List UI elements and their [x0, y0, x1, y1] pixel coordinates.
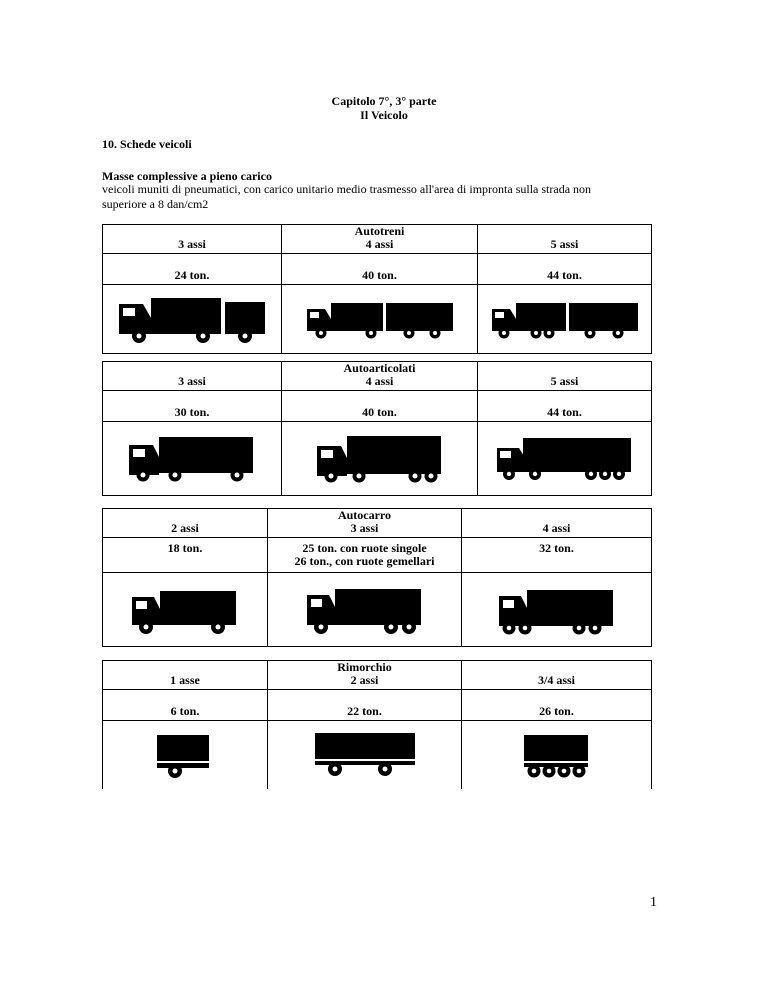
table-autotreni: [102, 224, 652, 354]
vehicle-image-cell: [103, 573, 268, 647]
vehicle-image-cell: [103, 721, 268, 790]
table-autoarticolati: [102, 361, 652, 496]
mass-cell: 30 ton.: [103, 391, 282, 422]
axles-cell: 3/4 assi: [462, 661, 652, 690]
lorry-4-axles-icon: [497, 584, 617, 636]
mass-cell: 40 ton.: [282, 254, 478, 285]
mass-cell: 40 ton.: [282, 391, 478, 422]
mass-cell: 24 ton.: [103, 254, 282, 285]
axles-cell: 5 assi: [478, 362, 652, 391]
chapter-subtitle: Il Veicolo: [360, 108, 408, 122]
table-autocarro: [102, 508, 652, 647]
mass-cell: 26 ton.: [462, 690, 652, 721]
axles-label: 4 assi: [365, 237, 394, 251]
mass-cell: 6 ton.: [103, 690, 268, 721]
mass-cell: 44 ton.: [478, 254, 652, 285]
group-label: Autocarro: [337, 508, 392, 522]
lorry-3-axles-icon: [305, 585, 425, 635]
mass-twin-wheels: 26 ton., con ruote gemellari: [294, 554, 435, 568]
axles-cell: 4 assi: [462, 509, 652, 538]
mass-cell: [268, 538, 462, 573]
mass-cell: 44 ton.: [478, 391, 652, 422]
mass-cell: 32 ton.: [462, 538, 652, 573]
table-rimorchio: [102, 660, 652, 789]
articulated-5-axles-icon: [495, 436, 635, 482]
section-title: 10. Schede veicoli: [102, 137, 192, 151]
vehicle-image-cell: [462, 721, 652, 790]
axles-cell: 1 asse: [103, 661, 268, 690]
group-label: Autoarticolati: [343, 361, 416, 375]
trailer-1-axle-icon: [155, 729, 215, 781]
lorry-2-axles-icon: [130, 585, 240, 635]
truck-trailer-3-axles-icon: [117, 294, 267, 344]
truck-trailer-5-axles-icon: [490, 299, 640, 339]
mass-cell: 18 ton.: [103, 538, 268, 573]
group-label: Autotreni: [354, 224, 405, 238]
vehicle-image-cell: [268, 721, 462, 790]
vehicle-image-cell: [282, 422, 478, 496]
axles-label: 3 assi: [350, 521, 379, 535]
trailer-3-4-axles-icon: [522, 729, 592, 781]
intro-title: Masse complessive a pieno carico: [102, 169, 272, 183]
axles-cell: 3 assi: [103, 225, 282, 254]
group-label: Rimorchio: [337, 660, 392, 674]
chapter-title: Capitolo 7°, 3° parte: [331, 94, 437, 108]
vehicle-image-cell: [268, 573, 462, 647]
group-axles-cell: [268, 509, 462, 538]
intro-text-line1: veicoli muniti di pneumatici, con carico unitario medio trasmesso all'area di impronta sulla strada non: [102, 182, 592, 196]
vehicle-image-cell: [103, 285, 282, 354]
vehicle-image-cell: [282, 285, 478, 354]
mass-cell: 22 ton.: [268, 690, 462, 721]
group-axles-cell: [282, 225, 478, 254]
truck-trailer-4-axles-icon: [305, 299, 455, 339]
vehicle-image-cell: [103, 422, 282, 496]
axles-cell: 3 assi: [103, 362, 282, 391]
intro-text-line2: superiore a 8 dan/cm2: [102, 197, 209, 211]
group-axles-cell: [282, 362, 478, 391]
trailer-2-axles-icon: [313, 731, 417, 779]
axles-cell: 2 assi: [103, 509, 268, 538]
axles-label: 2 assi: [350, 673, 379, 687]
articulated-3-axles-icon: [127, 435, 257, 483]
page-number: 1: [650, 895, 657, 910]
axles-cell: 5 assi: [478, 225, 652, 254]
articulated-4-axles-icon: [315, 434, 445, 484]
group-axles-cell: [268, 661, 462, 690]
vehicle-image-cell: [462, 573, 652, 647]
vehicle-image-cell: [478, 422, 652, 496]
axles-label: 4 assi: [365, 374, 394, 388]
vehicle-image-cell: [478, 285, 652, 354]
mass-single-wheels: 25 ton. con ruote singole: [302, 541, 427, 555]
